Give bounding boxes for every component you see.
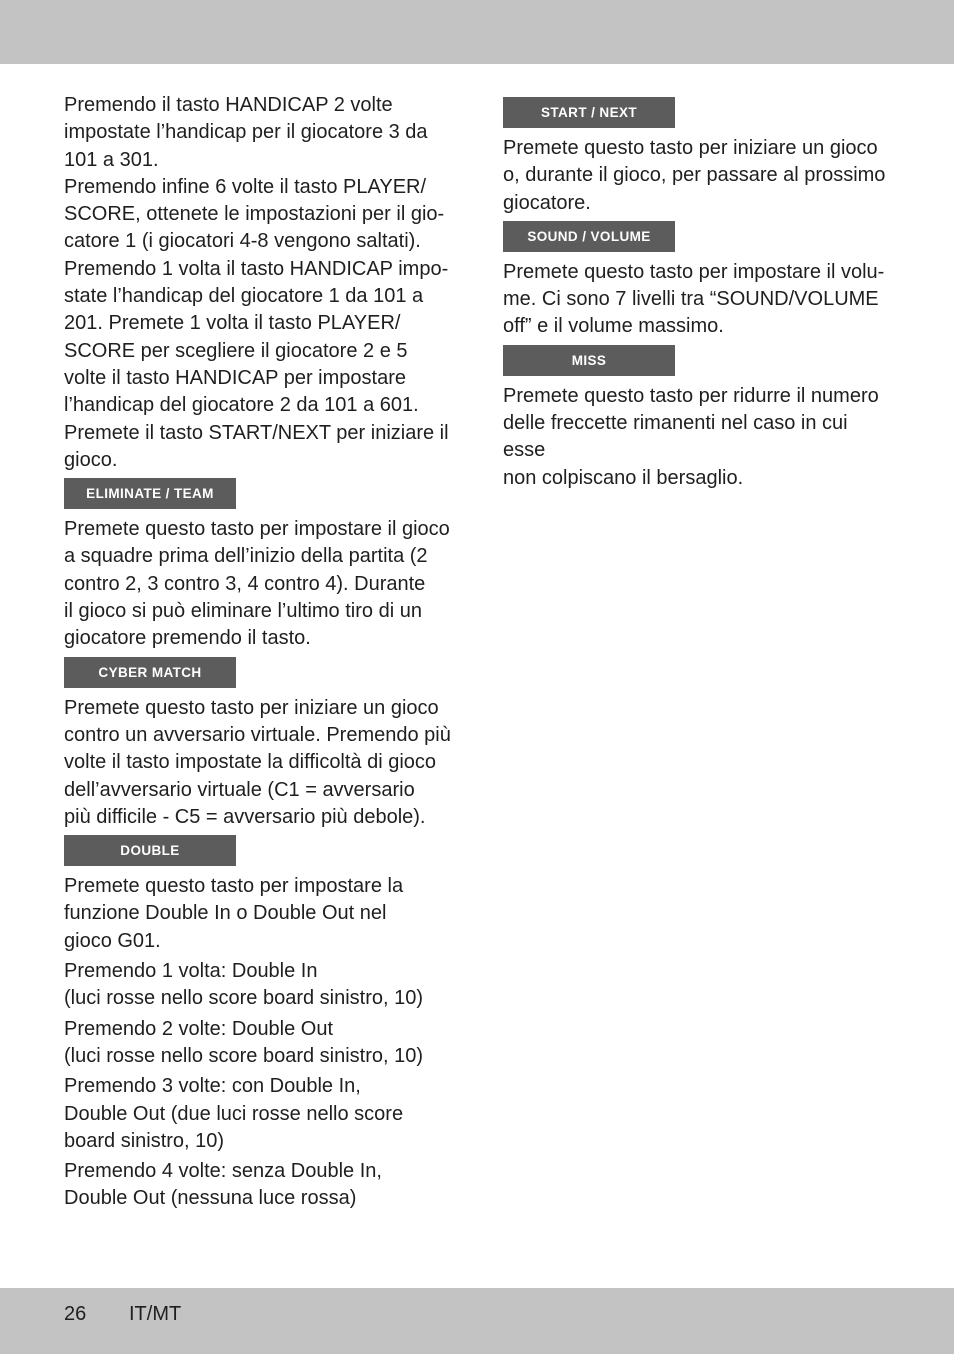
double-heading: DOUBLE (64, 835, 236, 866)
double-option-1: Premendo 1 volta: Double In (luci rosse nello score board sinistro, 10) (64, 960, 424, 1010)
eliminate-team-heading: ELIMINATE / TEAM (64, 478, 236, 509)
double-option-3: Premendo 3 volte: con Double In, Double Out (due luci rosse nello score board sinistro, 10) (64, 1075, 404, 1152)
header-band (0, 0, 954, 64)
right-column (503, 97, 895, 492)
double-option-2: Premendo 2 volte: Double Out (luci rosse nello score board sinistro, 10) (64, 1017, 424, 1067)
cyber-match-heading: CYBER MATCH (64, 657, 236, 688)
start-next-paragraph: Premete questo tasto per iniziare un gioco o, durante il gioco, per passare al prossimo giocatore. (503, 137, 886, 214)
page-number: 26 (64, 1303, 87, 1325)
left-column (64, 92, 456, 1213)
double-paragraph: Premete questo tasto per impostare la funzione Double In o Double Out nel gioco G01. (64, 875, 404, 952)
start-next-heading: START / NEXT (503, 97, 675, 128)
miss-paragraph: Premete questo tasto per ridurre il numero delle freccette rimanenti nel caso in cui esse non colpiscano il bersaglio. (503, 384, 879, 489)
cyber-match-paragraph: Premete questo tasto per iniziare un gioco contro un avversario virtuale. Premendo più volte il tasto impostate la difficoltà di gioco dell’avversario virtuale (C1 = avversario più difficile - C5 = avversario più debole). (64, 696, 451, 828)
double-option-4: Premendo 4 volte: senza Double In, Double Out (nessuna luce rossa) (64, 1160, 382, 1210)
sound-volume-heading: SOUND / VOLUME (503, 221, 675, 252)
intro-paragraph: Premendo il tasto HANDICAP 2 volte impostate l’handicap per il giocatore 3 da 101 a 301. Premendo infine 6 volte il tasto PLAYER/ SCORE, ottenete le impostazioni per il gio- catore 1 (i giocatori 4-8 vengono saltati). Premendo 1 volta il tasto HANDICAP impo- state l’handicap del giocatore 1 da 101 a 201. Premete 1 volta il tasto PLAYER/ SCORE per scegliere il giocatore 2 e 5 volte il tasto HANDICAP per impostare l’handicap del giocatore 2 da 101 a 601. Premete il tasto START/NEXT per iniziare il gioco. (64, 94, 449, 471)
miss-heading: MISS (503, 345, 675, 376)
sound-volume-paragraph: Premete questo tasto per impostare il volu- me. Ci sono 7 livelli tra “SOUND/VOLUME off” e il volume massimo. (503, 260, 885, 338)
eliminate-team-paragraph: Premete questo tasto per impostare il gioco a squadre prima dell’inizio della partita (2 contro 2, 3 contro 3, 4 contro 4). Durante il gioco si può eliminare l’ultimo tiro di un giocatore premendo il tasto. (64, 518, 450, 650)
locale-label: IT/MT (129, 1303, 182, 1325)
